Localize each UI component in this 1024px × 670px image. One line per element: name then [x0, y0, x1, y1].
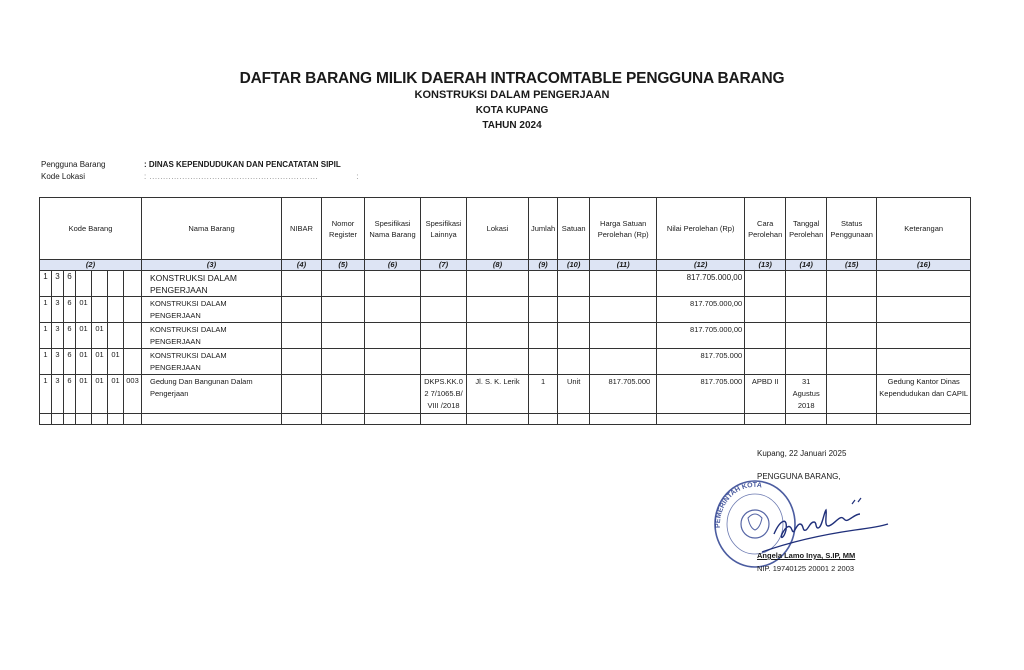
kode-segment: 01: [76, 297, 92, 323]
col-number: (9): [529, 260, 558, 271]
status-penggunaan: [827, 323, 877, 349]
satuan: [558, 271, 590, 297]
jumlah: [529, 271, 558, 297]
nilai-perolehan: 817.705.000: [657, 375, 745, 414]
kode-segment: 3: [52, 349, 64, 375]
kode-segment: [92, 271, 108, 297]
meta-lokasi-end: :: [356, 172, 359, 181]
satuan: [558, 297, 590, 323]
keterangan: Gedung Kantor Dinas Kependudukan dan CAPIL: [877, 375, 971, 414]
kode-segment: 3: [52, 297, 64, 323]
keterangan: [877, 271, 971, 297]
col-header-nama-barang: Nama Barang: [142, 198, 282, 260]
spesifikasi-nama: [365, 375, 421, 414]
kode-segment: [124, 323, 142, 349]
kode-segment: [124, 271, 142, 297]
cara-perolehan: APBD II: [745, 375, 786, 414]
meta-pengguna-row: [41, 159, 359, 171]
table-row: [40, 349, 971, 375]
kode-segment: 6: [64, 349, 76, 375]
col-header-kode-barang: Kode Barang: [40, 198, 142, 260]
col-header-lokasi: Lokasi: [467, 198, 529, 260]
cara-perolehan: [745, 297, 786, 323]
nomor-register: [322, 271, 365, 297]
satuan: Unit: [558, 375, 590, 414]
col-header-spesifikasi-lainnya: Spesifikasi Lainnya: [421, 198, 467, 260]
column-number-row: [40, 260, 971, 271]
spesifikasi-lainnya: [421, 271, 467, 297]
spesifikasi-nama: [365, 323, 421, 349]
col-header-nibar: NIBAR: [282, 198, 322, 260]
tanggal-perolehan: [786, 323, 827, 349]
tanggal-perolehan: 31 Agustus 2018: [786, 375, 827, 414]
status-penggunaan: [827, 349, 877, 375]
status-penggunaan: [827, 271, 877, 297]
nama-barang: KONSTRUKSI DALAM PENGERJAAN: [142, 271, 282, 297]
kode-segment: 3: [52, 375, 64, 414]
table-row: [40, 375, 971, 414]
tanggal-perolehan: [786, 297, 827, 323]
kode-segment: [92, 297, 108, 323]
nilai-perolehan: 817.705.000: [657, 349, 745, 375]
signature-place-date: Kupang, 22 Januari 2025: [757, 449, 847, 458]
kode-segment: [76, 271, 92, 297]
kode-segment: 01: [92, 349, 108, 375]
spesifikasi-lainnya: [421, 349, 467, 375]
kode-segment: 1: [40, 297, 52, 323]
col-header-satuan: Satuan: [558, 198, 590, 260]
kode-segment: 1: [40, 349, 52, 375]
kode-segment: 3: [52, 323, 64, 349]
meta-lokasi-label: Kode Lokasi: [41, 172, 86, 181]
nibar: [282, 271, 322, 297]
kode-segment: [124, 349, 142, 375]
nomor-register: [322, 375, 365, 414]
cara-perolehan: [745, 271, 786, 297]
spesifikasi-nama: [365, 297, 421, 323]
kode-segment: 01: [108, 375, 124, 414]
col-header-spesifikasi-nama: Spesifikasi Nama Barang: [365, 198, 421, 260]
kode-segment: 1: [40, 375, 52, 414]
spesifikasi-lainnya: [421, 323, 467, 349]
document-year: TAHUN 2024: [482, 120, 542, 131]
lokasi: Jl. S. K. Lerik: [467, 375, 529, 414]
handwritten-signature-icon: [760, 490, 890, 560]
col-header-keterangan: Keterangan: [877, 198, 971, 260]
col-header-nilai-perolehan: Nilai Perolehan (Rp): [657, 198, 745, 260]
col-number: (8): [467, 260, 529, 271]
document-subtitle: KONSTRUKSI DALAM PENGERJAAN: [414, 89, 610, 101]
col-number: (6): [365, 260, 421, 271]
nibar: [282, 323, 322, 349]
kode-segment: 01: [92, 323, 108, 349]
spesifikasi-lainnya: DKPS.KK.02 7/1065.B/VIII /2018: [421, 375, 467, 414]
kode-segment: [108, 297, 124, 323]
nibar: [282, 349, 322, 375]
kode-segment: [108, 271, 124, 297]
nama-barang: Gedung Dan Bangunan Dalam Pengerjaan: [142, 375, 282, 414]
col-number: (14): [786, 260, 827, 271]
nibar: [282, 297, 322, 323]
kode-segment: [124, 297, 142, 323]
kode-segment: 01: [76, 375, 92, 414]
jumlah: [529, 349, 558, 375]
col-number: (15): [827, 260, 877, 271]
document-header: [0, 70, 1024, 133]
col-number: (5): [322, 260, 365, 271]
nomor-register: [322, 297, 365, 323]
lokasi: [467, 297, 529, 323]
col-header-harga-satuan: Harga Satuan Perolehan (Rp): [590, 198, 657, 260]
nilai-perolehan: 817.705.000,00: [657, 297, 745, 323]
col-number: (7): [421, 260, 467, 271]
document-title: DAFTAR BARANG MILIK DAERAH INTRACOMTABLE PENGGUNA BARANG: [239, 70, 785, 87]
nilai-perolehan: 817.705.000,00: [657, 271, 745, 297]
kode-segment: 01: [76, 349, 92, 375]
col-header-nomor-register: Nomor Register: [322, 198, 365, 260]
col-number: (10): [558, 260, 590, 271]
table-row: [40, 323, 971, 349]
kode-segment: 01: [76, 323, 92, 349]
signatory-nip: NIP. 19740125 20001 2 2003: [757, 564, 855, 573]
col-number: (4): [282, 260, 322, 271]
col-header-cara-perolehan: Cara Perolehan: [745, 198, 786, 260]
table-header-row: [40, 198, 971, 260]
col-number: (12): [657, 260, 745, 271]
harga-satuan: [590, 271, 657, 297]
kode-segment: 6: [64, 323, 76, 349]
nama-barang: KONSTRUKSI DALAM PENGERJAAN: [142, 323, 282, 349]
col-header-tanggal-perolehan: Tanggal Perolehan: [786, 198, 827, 260]
kode-segment: 1: [40, 271, 52, 297]
kode-segment: 3: [52, 271, 64, 297]
document-city: KOTA KUPANG: [475, 105, 549, 116]
keterangan: [877, 349, 971, 375]
col-number: (2): [40, 260, 142, 271]
col-number: (11): [590, 260, 657, 271]
lokasi: [467, 271, 529, 297]
kode-segment: 1: [40, 323, 52, 349]
nomor-register: [322, 349, 365, 375]
status-penggunaan: [827, 297, 877, 323]
keterangan: [877, 323, 971, 349]
col-header-jumlah: Jumlah: [529, 198, 558, 260]
col-number: (13): [745, 260, 786, 271]
nilai-perolehan: 817.705.000,00: [657, 323, 745, 349]
tanggal-perolehan: [786, 349, 827, 375]
harga-satuan: [590, 349, 657, 375]
kode-segment: 01: [92, 375, 108, 414]
jumlah: 1: [529, 375, 558, 414]
kode-segment: 6: [64, 375, 76, 414]
cara-perolehan: [745, 349, 786, 375]
signatory-name: Angela Lamo Inya, S.IP, MM: [757, 551, 856, 560]
harga-satuan: [590, 297, 657, 323]
table-row-empty: [40, 414, 971, 425]
lokasi: [467, 323, 529, 349]
nomor-register: [322, 323, 365, 349]
lokasi: [467, 349, 529, 375]
nama-barang: KONSTRUKSI DALAM PENGERJAAN: [142, 349, 282, 375]
meta-pengguna-label: Pengguna Barang: [41, 160, 106, 169]
kode-segment: 6: [64, 271, 76, 297]
kode-segment: [108, 323, 124, 349]
spesifikasi-lainnya: [421, 297, 467, 323]
table-row: [40, 271, 971, 297]
kode-segment: 01: [108, 349, 124, 375]
harga-satuan: 817.705.000: [590, 375, 657, 414]
jumlah: [529, 323, 558, 349]
status-penggunaan: [827, 375, 877, 414]
spesifikasi-nama: [365, 349, 421, 375]
meta-lokasi-row: [41, 171, 359, 183]
nama-barang: KONSTRUKSI DALAM PENGERJAAN: [142, 297, 282, 323]
document-meta: [41, 159, 359, 183]
tanggal-perolehan: [786, 271, 827, 297]
cara-perolehan: [745, 323, 786, 349]
signature-role: PENGGUNA BARANG,: [757, 472, 841, 481]
table-row: [40, 297, 971, 323]
meta-pengguna-value: : DINAS KEPENDUDUKAN DAN PENCATATAN SIPIL: [144, 160, 341, 169]
kode-segment: 6: [64, 297, 76, 323]
meta-lokasi-value: : ..............................................................: [144, 172, 319, 181]
satuan: [558, 349, 590, 375]
nibar: [282, 375, 322, 414]
keterangan: [877, 297, 971, 323]
col-header-status-penggunaan: Status Penggunaan: [827, 198, 877, 260]
col-number: (16): [877, 260, 971, 271]
spesifikasi-nama: [365, 271, 421, 297]
jumlah: [529, 297, 558, 323]
inventory-table: [39, 197, 971, 425]
satuan: [558, 323, 590, 349]
col-number: (3): [142, 260, 282, 271]
kode-segment: 003: [124, 375, 142, 414]
harga-satuan: [590, 323, 657, 349]
svg-text:PEMERINTAH KOTA: PEMERINTAH KOTA: [714, 481, 763, 529]
